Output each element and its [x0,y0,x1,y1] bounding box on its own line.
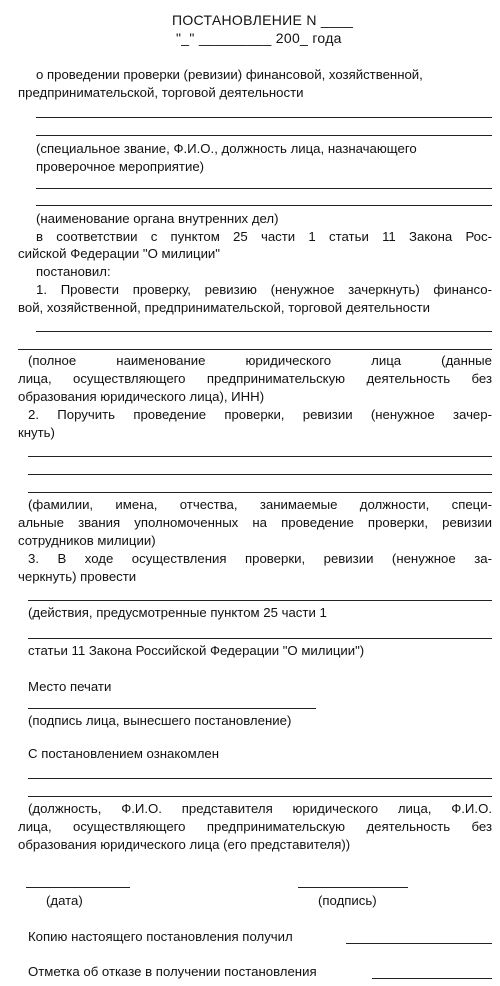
document-date-line: "_" _________ 200_ года [176,30,342,46]
item1-line-2: вой, хозяйственной, предпринимательской, торговой деятельности [18,300,430,315]
signature-hint: (подпись лица, вынесшего постановление) [28,713,292,728]
copy-received-label: Копию настоящего постановления получил [28,929,293,944]
blank-line [28,600,492,601]
representative-hint-2: лица, осуществляющего предпринимательскую деятельность без [18,819,492,834]
seal-place-label: Место печати [28,679,112,694]
subject-line-2: предпринимательской, торговой деятельности [18,85,304,100]
item1-line-1: 1. Провести проверку, ревизию (ненужное зачеркнуть) финансо- [36,282,492,297]
representative-hint-3: образования юридического лица (его представителя)) [18,837,351,852]
basis-line-2: сийской Федерации "О милиции" [18,246,220,261]
item3-line-1: 3. В ходе осуществления проверки, ревизии (ненужное за- [28,551,492,566]
staff-hint-2: альные звания уполномоченных на проведение проверки, ревизии [18,515,492,530]
refusal-mark-line [372,978,492,979]
signature-line [298,887,408,888]
blank-line [28,456,492,457]
blank-line [36,188,492,189]
subject-line-1: о проведении проверки (ревизии) финансовой, хозяйственной, [36,67,423,82]
official-hint-2: проверочное мероприятие) [36,159,205,174]
item3-line-2: черкнуть) провести [18,569,137,584]
date-line [26,887,130,888]
refusal-mark-label: Отметка об отказе в получении постановления [28,964,317,979]
organ-hint: (наименование органа внутренних дел) [36,211,279,226]
blank-line [36,205,492,206]
date-label: (дата) [46,893,83,908]
item2-line-1: 2. Поручить проведение проверки, ревизии (ненужное зачер- [28,407,492,422]
blank-line [36,117,492,118]
blank-line [28,492,492,493]
actions-hint-2: статьи 11 Закона Российской Федерации "О милиции") [28,643,365,658]
official-hint-1: (специальное звание, Ф.И.О., должность лица, назначающего [36,141,417,156]
blank-line [18,349,492,350]
staff-hint-1: (фамилии, имена, отчества, занимаемые должности, специ- [28,497,492,512]
basis-line-1: в соответствии с пунктом 25 части 1 статьи 11 Закона Рос- [36,229,492,244]
entity-hint-1: (полное наименование юридического лица (данные [28,353,492,368]
signature-label: (подпись) [318,893,377,908]
entity-hint-2: лица, осуществляющего предпринимательскую деятельность без [18,371,492,386]
blank-line [28,474,492,475]
blank-line [36,135,492,136]
blank-line [28,638,492,639]
signature-line [28,708,316,709]
copy-received-line [346,943,492,944]
blank-line [36,331,492,332]
acquainted-label: С постановлением ознакомлен [28,746,220,761]
representative-hint-1: (должность, Ф.И.О. представителя юридического лица, Ф.И.О. [28,801,492,816]
blank-line [28,778,492,779]
entity-hint-3: образования юридического лица), ИНН) [18,389,265,404]
staff-hint-3: сотрудников милиции) [18,533,156,548]
item2-line-2: кнуть) [18,425,55,440]
document-title: ПОСТАНОВЛЕНИЕ N ____ [172,12,354,28]
blank-line [28,796,492,797]
actions-hint-1: (действия, предусмотренные пунктом 25 части 1 [28,605,327,620]
resolved-label: постановил: [36,264,111,279]
